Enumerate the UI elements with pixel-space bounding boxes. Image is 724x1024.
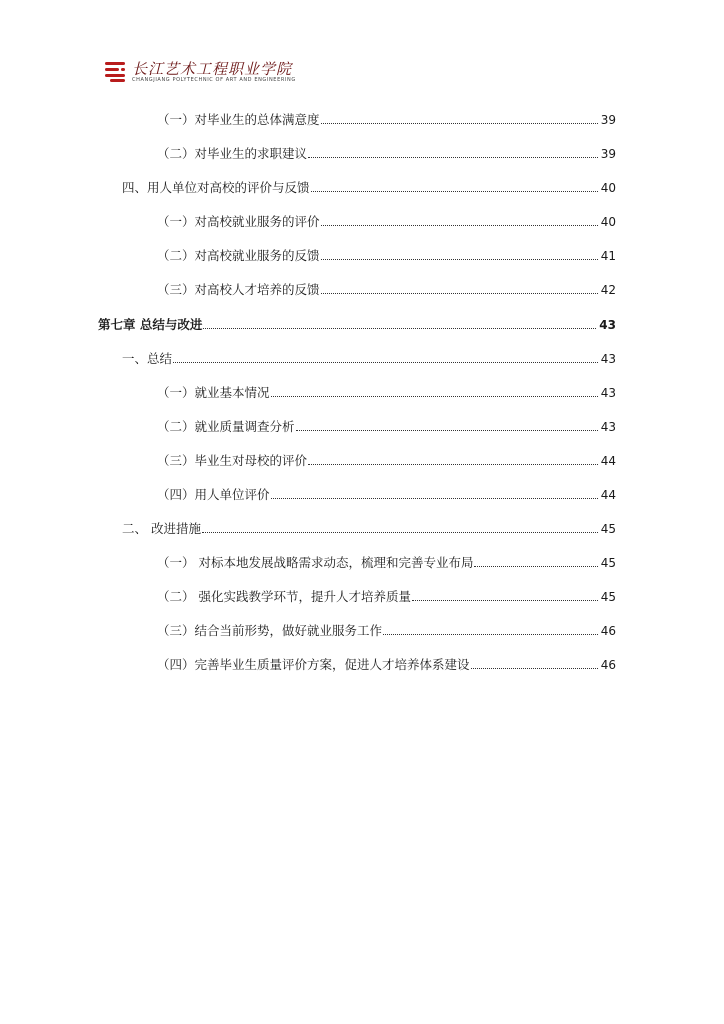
toc-entry-page: 45 bbox=[600, 556, 616, 570]
toc-entry-page: 43 bbox=[600, 386, 616, 400]
toc-entry-page: 44 bbox=[600, 488, 616, 502]
toc-leader-dots bbox=[271, 396, 598, 397]
toc-entry[interactable] bbox=[157, 617, 616, 639]
toc-entry-title: （二） 强化实践教学环节，提升人才培养质量 bbox=[157, 589, 411, 604]
toc-entry[interactable] bbox=[157, 379, 616, 401]
toc-entry-title: （一）对高校就业服务的评价 bbox=[157, 214, 320, 229]
toc-entry-page: 45 bbox=[600, 522, 616, 536]
toc-entry-page: 40 bbox=[600, 215, 616, 229]
toc-entry-title: （三）结合当前形势，做好就业服务工作 bbox=[157, 623, 383, 638]
toc-entry-page: 39 bbox=[600, 113, 616, 127]
toc-entry[interactable] bbox=[157, 140, 616, 162]
toc-leader-dots bbox=[296, 430, 598, 431]
college-name-cn: 长江艺术工程职业学院 bbox=[132, 60, 293, 78]
page-header bbox=[104, 58, 304, 88]
toc-entry-page: 45 bbox=[600, 590, 616, 604]
toc-leader-dots bbox=[471, 668, 598, 669]
toc-entry-title: （四）完善毕业生质量评价方案，促进人才培养体系建设 bbox=[157, 657, 470, 672]
toc-entry-page: 46 bbox=[600, 624, 616, 638]
toc-leader-dots bbox=[203, 328, 596, 329]
toc-entry-title: （一）对毕业生的总体满意度 bbox=[157, 112, 320, 127]
toc-leader-dots bbox=[308, 464, 598, 465]
toc-leader-dots bbox=[321, 259, 598, 260]
toc-entry-title: 第七章 总结与改进 bbox=[98, 317, 203, 332]
toc-entry[interactable] bbox=[157, 208, 616, 230]
toc-entry-title: （二）对高校就业服务的反馈 bbox=[157, 248, 320, 263]
toc-entry[interactable] bbox=[157, 106, 616, 128]
toc-entry-chapter[interactable] bbox=[98, 311, 616, 333]
toc-entry-title: 二、 改进措施 bbox=[122, 521, 201, 536]
toc-entry[interactable] bbox=[157, 413, 616, 435]
toc-entry[interactable] bbox=[157, 549, 616, 571]
toc-leader-dots bbox=[308, 157, 598, 158]
toc-entry[interactable] bbox=[157, 276, 616, 298]
toc-entry-page: 43 bbox=[600, 352, 616, 366]
toc-leader-dots bbox=[202, 532, 598, 533]
toc-entry[interactable] bbox=[157, 583, 616, 605]
toc-entry-title: （四）用人单位评价 bbox=[157, 487, 270, 502]
toc-entry[interactable] bbox=[122, 345, 616, 367]
toc-entry[interactable] bbox=[157, 481, 616, 503]
toc-entry[interactable] bbox=[122, 515, 616, 537]
toc-entry[interactable] bbox=[122, 174, 616, 196]
toc-entry-title: 一、总结 bbox=[122, 351, 173, 366]
toc-entry-title: （三）对高校人才培养的反馈 bbox=[157, 282, 320, 297]
toc-leader-dots bbox=[311, 191, 598, 192]
toc-leader-dots bbox=[321, 225, 598, 226]
toc-entry-title: （三）毕业生对母校的评价 bbox=[157, 453, 308, 468]
toc-entry-page: 42 bbox=[600, 283, 616, 297]
toc-entry-title: （二）就业质量调查分析 bbox=[157, 419, 295, 434]
toc-leader-dots bbox=[173, 362, 598, 363]
toc-leader-dots bbox=[321, 293, 598, 294]
toc-leader-dots bbox=[271, 498, 598, 499]
toc-entry[interactable] bbox=[157, 651, 616, 673]
toc-entry-page: 41 bbox=[600, 249, 616, 263]
college-name-en: CHANGJIANG POLYTECHNIC OF ART AND ENGINEERING bbox=[132, 77, 296, 83]
toc-entry-page: 46 bbox=[600, 658, 616, 672]
toc-leader-dots bbox=[412, 600, 598, 601]
toc-entry-page: 43 bbox=[600, 420, 616, 434]
toc-entry-title: （二）对毕业生的求职建议 bbox=[157, 146, 308, 161]
toc-leader-dots bbox=[383, 634, 598, 635]
toc-entry[interactable] bbox=[157, 447, 616, 469]
toc-entry-title: （一）就业基本情况 bbox=[157, 385, 270, 400]
toc-leader-dots bbox=[321, 123, 598, 124]
toc-entry-page: 43 bbox=[599, 318, 616, 332]
toc-entry-page: 40 bbox=[600, 181, 616, 195]
toc-entry-title: （一） 对标本地发展战略需求动态，梳理和完善专业布局 bbox=[157, 555, 474, 570]
toc-entry-page: 39 bbox=[600, 147, 616, 161]
toc-leader-dots bbox=[474, 566, 597, 567]
toc-entry-title: 四、用人单位对高校的评价与反馈 bbox=[122, 180, 310, 195]
college-logo-icon bbox=[104, 60, 128, 84]
toc-entry-page: 44 bbox=[600, 454, 616, 468]
toc-entry[interactable] bbox=[157, 242, 616, 264]
